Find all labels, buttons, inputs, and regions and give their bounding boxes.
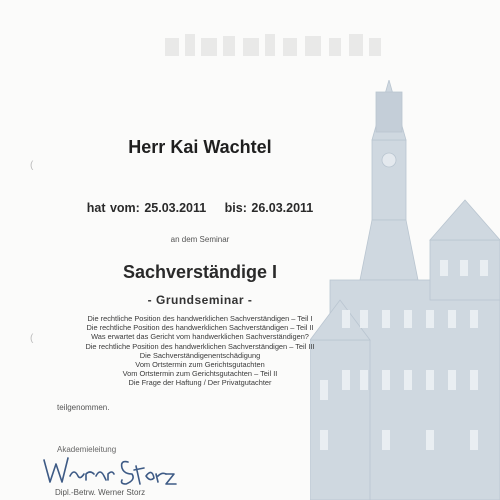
fold-mark: ( xyxy=(30,160,34,171)
to-date: 26.03.2011 xyxy=(251,201,314,215)
signer-role: Akademieleitung xyxy=(57,445,117,454)
seminar-title: Sachverständige I xyxy=(122,262,278,282)
recipient-name: Herr Kai Wachtel xyxy=(128,137,272,157)
signer-name: Dipl.-Betrw. Werner Storz xyxy=(55,488,146,497)
topic-item: Vom Ortstermin zum Gerichtsgutachten xyxy=(135,360,265,370)
topic-item: Vom Ortstermin zum Gerichtsgutachten – Teil II xyxy=(122,369,278,379)
topic-item: Die rechtliche Position des handwerklichen Sachverständigen – Teil I xyxy=(87,314,313,323)
to-label: bis: xyxy=(224,201,247,215)
seminar-intro: an dem Seminar xyxy=(170,235,230,244)
topic-list xyxy=(0,314,400,388)
fold-mark: ( xyxy=(30,333,34,344)
closing-text: teilgenommen. xyxy=(57,403,110,412)
topic-item: Die Frage der Haftung / Der Privatgutachter xyxy=(128,378,272,388)
date-range xyxy=(0,201,400,215)
from-date: 25.03.2011 xyxy=(144,201,207,215)
topic-item: Die rechtliche Position des handwerklichen Sachverständigen – Teil II xyxy=(86,323,314,333)
from-label: hat vom: xyxy=(86,201,140,215)
handwritten-signature xyxy=(40,452,180,488)
topic-item: Die Sachverständigenentschädigung xyxy=(139,350,261,360)
header-watermark xyxy=(165,30,385,60)
seminar-subtitle: - Grundseminar - xyxy=(147,293,253,307)
topic-item: Die rechtliche Position des handwerklichen Sachverständigen – Teil III xyxy=(85,341,315,351)
topic-item: Was erwartet das Gericht vom handwerklichen Sachverständigen? xyxy=(91,332,309,342)
